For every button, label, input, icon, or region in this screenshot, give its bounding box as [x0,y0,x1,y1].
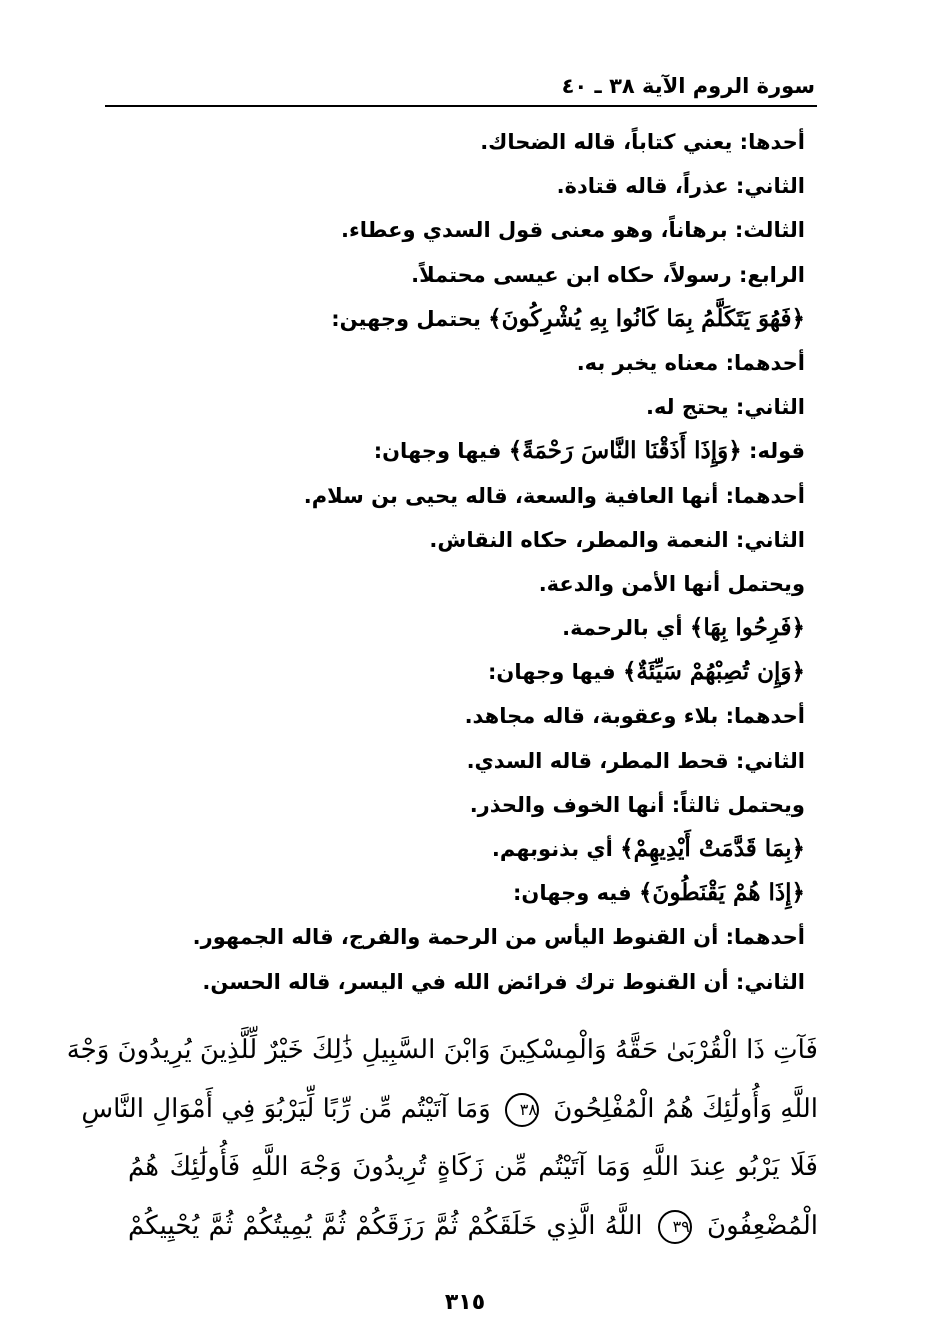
commentary-line [115,299,805,343]
text-segment: الثاني: أن القنوط ترك فرائض الله في اليسر، قاله الحسن. [202,969,805,994]
commentary-line [115,343,805,387]
text-segment: اللَّهُ الَّذِي خَلَقَكُمْ ثُمَّ رَزَقَكُمْ ثُمَّ يُمِيتُكُمْ ثُمَّ يُحْيِيكُمْ [128,1211,652,1242]
text-segment: أي بذنوبهم. [491,837,621,861]
ayah-number-marker: ٣٨ [505,1093,539,1127]
text-segment: فيه وجهان: [513,881,639,906]
commentary-line [115,917,805,961]
commentary-line [115,873,805,917]
text-segment: الثاني: عذراً، قاله قتادة. [556,174,805,199]
text-segment: فَآتِ ذَا الْقُرْبَىٰ حَقَّهُ وَالْمِسْكِينَ وَابْنَ السَّبِيلِ ذَٰلِكَ خَيْرٌ لِّلَّذِينَ يُرِيدُونَ وَجْهَ [66,1035,818,1065]
commentary-line [115,696,805,740]
quran-line [66,1022,818,1081]
commentary-line [115,564,805,608]
commentary-line [115,431,805,475]
commentary-line [115,741,805,785]
text-segment: ويحتمل ثالثاً: أنها الخوف والحذر. [469,792,805,817]
text-segment: أحدهما: أن القنوط اليأس من الرحمة والفرج، قاله الجمهور. [192,925,805,950]
ayah-number-marker: ٣٩ [658,1210,692,1244]
text-segment: فيها وجهان: [488,660,623,685]
commentary-line [115,520,805,564]
text-segment: أحدهما: بلاء وعقوبة، قاله مجاهد. [464,704,805,729]
commentary-text [115,122,805,1006]
quran-quote: ﴿فَهُوَ يَتَكَلَّمُ بِمَا كَانُوا بِهِ يُشْرِكُونَ﴾ [488,304,805,332]
text-segment: وَمَا آتَيْتُم مِّن رِّبًا لِّيَرْبُوَ فِي أَمْوَالِ النَّاسِ [81,1093,499,1124]
commentary-line [115,255,805,299]
quran-line [128,1198,818,1257]
commentary-line [115,829,805,873]
quran-quote: ﴿وَإِن تُصِبْهُمْ سَيِّئَةٌ﴾ [622,658,805,686]
commentary-line [115,210,805,254]
text-segment: أحدهما: أنها العافية والسعة، قاله يحيى بن سلام. [303,483,805,508]
text-segment: ويحتمل أنها الأمن والدعة. [538,571,805,596]
commentary-line [115,962,805,1006]
text-segment: قوله: [741,439,805,464]
text-segment: الرابع: رسولاً، حكاه ابن عيسى محتملاً. [411,262,805,287]
text-segment: أحدهما: معناه يخبر به. [576,350,805,375]
quran-verses [66,1022,818,1257]
header-rule [105,105,817,107]
commentary-line [115,122,805,166]
commentary-line [115,785,805,829]
text-segment: أحدها: يعني كتاباً، قاله الضحاك. [480,130,805,154]
text-segment: الثاني: النعمة والمطر، حكاه النقاش. [429,527,805,552]
quran-quote: ﴿وَإِذَا أَذَقْنَا النَّاسَ رَحْمَةً﴾ [508,437,742,465]
quran-line [81,1081,818,1140]
text-segment: الثاني: يحتج له. [645,395,805,420]
commentary-line [115,166,805,210]
quran-quote: ﴿إِذَا هُمْ يَقْنَطُونَ﴾ [638,879,805,907]
quran-quote: ﴿فَرِحُوا بِهَا﴾ [689,614,805,642]
commentary-line [115,387,805,431]
commentary-line [115,608,805,652]
text-segment: الثالث: برهاناً، وهو معنى قول السدي وعطاء. [341,218,805,243]
commentary-line [115,652,805,696]
text-segment: فَلَا يَرْبُو عِندَ اللَّهِ وَمَا آتَيْتُم مِّن زَكَاةٍ تُرِيدُونَ وَجْهَ اللَّهِ فَأُولَٰئِكَ هُمُ [128,1152,818,1183]
page-header: سورة الروم الآية ٣٨ ـ ٤٠ [561,74,815,98]
text-segment: اللَّهِ وَأُولَٰئِكَ هُمُ الْمُفْلِحُونَ [544,1093,818,1124]
quran-line [128,1139,818,1198]
text-segment: فيها وجهان: [373,439,509,464]
text-segment: الثاني: قحط المطر، قاله السدي. [466,748,805,773]
text-segment: أي بالرحمة. [562,616,690,641]
text-segment: الْمُضْعِفُونَ [697,1211,818,1242]
text-segment: يحتمل وجهين: [331,306,489,331]
quran-quote: ﴿بِمَا قَدَّمَتْ أَيْدِيهِمْ﴾ [620,835,805,862]
commentary-line [115,476,805,520]
page-number: ٣١٥ [444,1290,486,1315]
